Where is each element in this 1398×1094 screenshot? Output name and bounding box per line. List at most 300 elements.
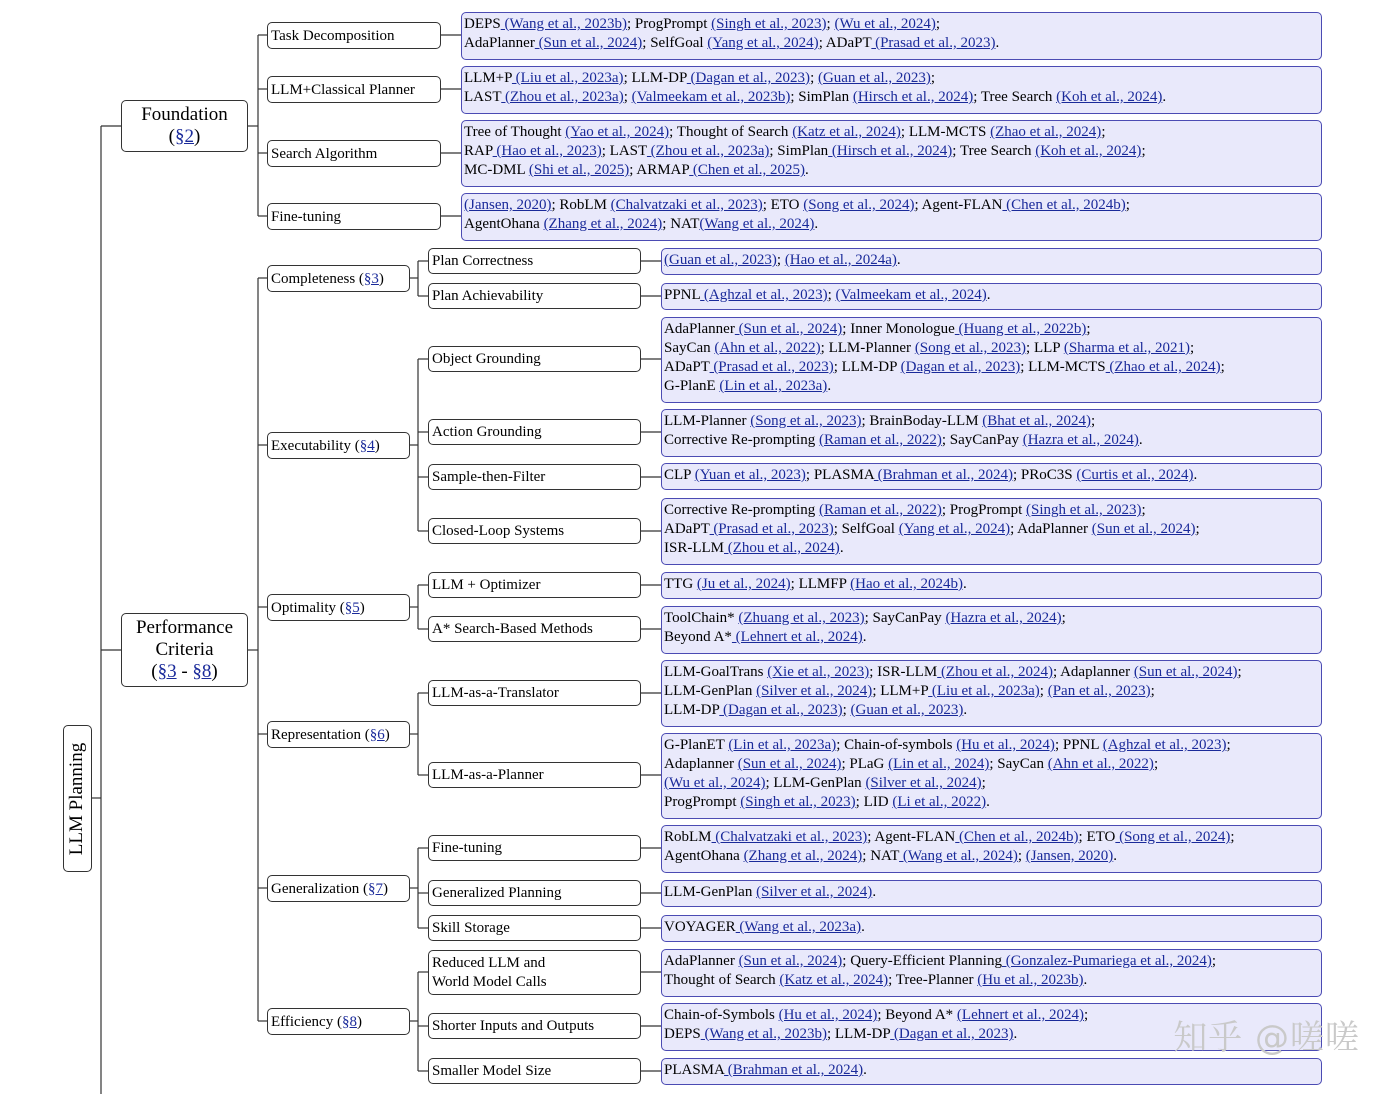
leaf-skill-storage: [661, 915, 1322, 942]
citation-link[interactable]: (Valmeekam et al., 2024): [835, 287, 987, 303]
citation-link[interactable]: (Yang et al., 2024): [707, 35, 819, 51]
category-close: ): [374, 437, 380, 454]
method-text: ; ProgPrompt: [941, 502, 1027, 518]
leaf-line: [664, 701, 1321, 720]
citation-link[interactable]: (Koh et al., 2024): [1035, 143, 1142, 159]
method-text: VOYAGER: [664, 919, 736, 935]
method-text: ; BrainBoday-LLM: [861, 413, 983, 429]
method-text: ; SelfGoal: [833, 521, 899, 537]
citation-link[interactable]: (Zhang et al., 2024): [743, 848, 863, 864]
citation-link[interactable]: (Dagan et al., 2023): [900, 359, 1021, 375]
method-text: G-PlanE: [664, 378, 720, 394]
method-text: ; Tree-Planner: [888, 972, 978, 988]
citation-link[interactable]: (Hao et al., 2024a): [784, 252, 897, 268]
sub-shorter-io: [428, 1013, 641, 1039]
citation-link[interactable]: (Gonzalez-Pumariega et al., 2024): [1001, 953, 1212, 969]
method-text: ;: [776, 252, 785, 268]
method-text: ;: [842, 702, 851, 718]
category-label: Completeness (: [271, 270, 364, 287]
leaf-line: [664, 682, 1321, 701]
leaf-line: [664, 377, 1321, 396]
method-text: LLM-GoalTrans: [664, 664, 768, 680]
method-text: ; LLM-DP: [826, 1026, 891, 1042]
citation-link[interactable]: (Wang et al., 2024): [899, 848, 1018, 864]
method-text: ISR-LLM: [664, 540, 724, 556]
citation-link[interactable]: (Hazra et al., 2024): [1022, 432, 1139, 448]
leaf-action-grounding: [661, 409, 1322, 457]
citation-link[interactable]: (Singh et al., 2023): [740, 794, 856, 810]
method-text: ; ProgPrompt: [626, 16, 712, 32]
method-text: ; SayCanPay: [864, 610, 946, 626]
category-executability: [267, 432, 410, 459]
citation-link[interactable]: (Sun et al., 2024): [734, 321, 843, 337]
sub-object-grounding: [428, 346, 641, 372]
sub-label: Generalized Planning: [432, 884, 562, 901]
sub-label: Action Grounding: [432, 423, 542, 440]
method-text: ADaPT: [664, 521, 710, 537]
method-text: .: [862, 629, 867, 645]
method-text: ;: [1190, 340, 1195, 356]
method-text: ;: [826, 16, 835, 32]
citation-link[interactable]: (Chalvatzaki et al., 2023): [711, 829, 868, 845]
leaf-generalized-planning: [661, 880, 1322, 907]
method-text: AdaPlanner: [664, 953, 739, 969]
citation-link[interactable]: (Lehnert et al., 2024): [956, 1007, 1084, 1023]
method-text: ; LLP: [1026, 340, 1064, 356]
method-text: AgentOhana: [664, 848, 744, 864]
category-efficiency: [267, 1008, 410, 1035]
method-text: Corrective Re-prompting: [664, 432, 819, 448]
sub-fine-tuning: [428, 835, 641, 861]
method-text: AdaPlanner: [664, 321, 735, 337]
method-text: ; SimPlan: [769, 143, 829, 159]
method-text: ; ETO: [1078, 829, 1116, 845]
method-text: LLM-Planner: [664, 413, 751, 429]
citation-link[interactable]: (Wang et al., 2023b): [700, 1026, 827, 1042]
section-link[interactable]: §8: [341, 1013, 357, 1030]
method-text: ;: [935, 16, 941, 32]
citation-link[interactable]: (Raman et al., 2022): [818, 502, 942, 518]
method-text: .: [1193, 467, 1198, 483]
citation-link[interactable]: (Sun et al., 2024): [534, 35, 643, 51]
citation-link[interactable]: (Chen et al., 2024b): [955, 829, 1079, 845]
performance-title-2: Criteria: [155, 639, 214, 660]
method-text: Corrective Re-prompting: [664, 502, 819, 518]
method-text: ;: [930, 70, 936, 86]
sub-closed-loop-systems: [428, 518, 641, 544]
method-text: ; LID: [855, 794, 893, 810]
method-text: .: [814, 216, 819, 232]
method-text: RAP: [464, 143, 493, 159]
method-text: ; ADaPT: [818, 35, 872, 51]
sub-label: Reduced LLM and: [432, 954, 546, 971]
method-text: ; Chain-of-symbols: [836, 737, 957, 753]
citation-link[interactable]: (Guan et al., 2023): [850, 702, 964, 718]
leaf-line: [464, 161, 1321, 180]
citation-link[interactable]: (Song et al., 2024): [803, 197, 915, 213]
leaf-line: [664, 251, 1321, 270]
section-link[interactable]: §4: [359, 437, 375, 454]
citation-link[interactable]: (Wang et al., 2023b): [500, 16, 627, 32]
method-text: .: [995, 35, 1000, 51]
method-text: .: [863, 1062, 867, 1078]
citation-link[interactable]: (Ju et al., 2024): [696, 576, 791, 592]
method-text: Thought of Search: [664, 972, 780, 988]
citation-link[interactable]: (Zhou et al., 2023a): [646, 143, 770, 159]
method-text: Beyond A*: [664, 629, 732, 645]
citation-link[interactable]: (Bhat et al., 2024): [982, 413, 1092, 429]
foundation-title: Foundation: [141, 104, 228, 125]
citation-link[interactable]: (Jansen, 2020): [464, 197, 552, 213]
method-text: ; LLMFP: [790, 576, 851, 592]
method-text: PPNL: [664, 287, 701, 303]
category-generalization: [267, 875, 410, 902]
leaf-line: [664, 320, 1321, 339]
sub-label: Sample-then-Filter: [432, 468, 546, 485]
section-link[interactable]: §6: [369, 726, 385, 743]
leaf-line: [664, 466, 1321, 485]
method-text: .: [986, 794, 990, 810]
leaf-smaller-model: [661, 1058, 1322, 1085]
category-fine-tuning: [267, 203, 441, 230]
sub-llm-as-translator: [428, 680, 641, 706]
citation-link[interactable]: (Wu et al., 2024): [834, 16, 936, 32]
category-label: Task Decomposition: [271, 27, 395, 44]
method-text: .: [963, 702, 968, 718]
leaf-reduced-llm-calls: [661, 949, 1322, 997]
method-text: LLM-GenPlan: [664, 884, 757, 900]
method-text: ;: [1141, 502, 1146, 518]
citation-link[interactable]: (Shi et al., 2025): [528, 162, 630, 178]
citation-link[interactable]: (Singh et al., 2023): [1026, 502, 1142, 518]
method-text: ; LLM-DP: [833, 359, 901, 375]
citation-link[interactable]: (Li et al., 2022): [892, 794, 987, 810]
citation-link[interactable]: (Huang et al., 2022b): [954, 321, 1087, 337]
sub-action-grounding: [428, 419, 641, 445]
method-text: AdaPlanner: [464, 35, 535, 51]
sub-llm-as-planner: [428, 762, 641, 788]
citation-link[interactable]: (Guan et al., 2023): [664, 252, 777, 268]
root-label: LLM Planning: [66, 742, 88, 855]
citation-link[interactable]: (Prasad et al., 2023): [871, 35, 996, 51]
leaf-line: [664, 793, 1321, 812]
method-text: ; PRoC3S: [1013, 467, 1077, 483]
citation-link[interactable]: (Zhou et al., 2024): [724, 540, 840, 556]
method-text: ;: [1220, 359, 1225, 375]
sub-label-2: World Model Calls: [432, 973, 547, 990]
leaf-line: [664, 774, 1321, 793]
method-text: ;: [1086, 321, 1091, 337]
leaf-gen-fine-tuning: [661, 825, 1322, 873]
method-text: ProgPrompt: [664, 794, 741, 810]
sub-label: Plan Achievability: [432, 287, 544, 304]
citation-link[interactable]: (Curtis et al., 2024): [1076, 467, 1194, 483]
method-text: DEPS: [464, 16, 501, 32]
sub-skill-storage: [428, 915, 641, 941]
leaf-line: [664, 828, 1321, 847]
method-text: Tree of Thought: [464, 124, 566, 140]
citation-link[interactable]: (Lin et al., 2024): [888, 756, 990, 772]
leaf-llm-classical-planner: [461, 66, 1322, 114]
citation-link[interactable]: (Liu et al., 2023a): [511, 70, 624, 86]
leaf-line: [664, 575, 1321, 594]
citation-link[interactable]: (Silver et al., 2024): [865, 775, 982, 791]
leaf-line: [664, 755, 1321, 774]
section-link[interactable]: §5: [344, 599, 360, 616]
section-link[interactable]: §3: [363, 270, 379, 287]
citation-link[interactable]: (Aghzal et al., 2023): [700, 287, 828, 303]
citation-link[interactable]: (Sun et al., 2024): [1091, 521, 1196, 537]
citation-link[interactable]: (Valmeekam et al., 2023b): [631, 89, 791, 105]
node-performance-criteria: [121, 613, 248, 687]
leaf-line: [664, 883, 1321, 902]
sub-label: A* Search-Based Methods: [432, 620, 593, 637]
method-text: ;: [1017, 848, 1026, 864]
method-text: .: [1162, 89, 1167, 105]
leaf-search-algorithm: [461, 120, 1322, 187]
method-text: ;: [1101, 124, 1106, 140]
citation-link[interactable]: (Dagan et al., 2023): [686, 70, 811, 86]
method-text: ; Thought of Search: [669, 124, 793, 140]
leaf-line: [664, 539, 1321, 558]
citation-link[interactable]: (Brahman et al., 2024): [724, 1062, 864, 1078]
method-text: ;: [1237, 664, 1242, 680]
citation-link[interactable]: (Yao et al., 2024): [565, 124, 670, 140]
citation-link[interactable]: (Xie et al., 2023): [767, 664, 870, 680]
method-text: RobLM: [664, 829, 712, 845]
method-text: ; SayCan: [989, 756, 1048, 772]
method-text: ; Tree Search: [973, 89, 1057, 105]
citation-link[interactable]: (Katz et al., 2024): [792, 124, 901, 140]
category-close: ): [356, 1013, 362, 1030]
citation-link[interactable]: (Brahman et al., 2024): [873, 467, 1013, 483]
citation-link[interactable]: (Hao et al., 2024b): [850, 576, 964, 592]
leaf-line: [664, 847, 1321, 866]
method-text: ; Agent-FLAN: [867, 829, 956, 845]
citation-link[interactable]: (Zhao et al., 2024): [990, 124, 1102, 140]
leaf-line: [664, 1061, 1321, 1080]
citation-link[interactable]: (Zhou et al., 2024): [937, 664, 1053, 680]
method-text: ;: [981, 775, 986, 791]
section-link-8[interactable]: §8: [192, 661, 212, 682]
method-text: AgentOhana: [464, 216, 544, 232]
method-text: .: [986, 287, 991, 303]
citation-link[interactable]: (Hu et al., 2024): [778, 1007, 878, 1023]
method-text: ; Inner Monologue: [842, 321, 955, 337]
leaf-llm-as-planner: [661, 733, 1322, 819]
citation-link[interactable]: (Sharma et al., 2021): [1063, 340, 1191, 356]
citation-link[interactable]: (Silver et al., 2024): [756, 884, 873, 900]
category-label: Representation (: [271, 726, 370, 743]
citation-link[interactable]: (Zhao et al., 2024): [1105, 359, 1221, 375]
citation-link[interactable]: (Wang et al., 2024): [699, 216, 815, 232]
citation-link[interactable]: (Zhang et al., 2024): [543, 216, 663, 232]
method-text: ;: [1039, 683, 1048, 699]
citation-link[interactable]: (Prasad et al., 2023): [709, 521, 834, 537]
citation-link[interactable]: (Zhou et al., 2023a): [501, 89, 624, 105]
leaf-line: [464, 123, 1321, 142]
method-text: ;: [1195, 521, 1200, 537]
citation-link[interactable]: (Hazra et al., 2024): [945, 610, 1062, 626]
sub-smaller-model: [428, 1058, 641, 1084]
method-text: .: [827, 378, 832, 394]
category-representation: [267, 721, 410, 748]
sub-label: LLM + Optimizer: [432, 576, 541, 593]
category-close: ): [383, 880, 389, 897]
leaf-line: [664, 286, 1321, 305]
method-text: ; NAT: [862, 848, 900, 864]
method-text: .: [896, 252, 901, 268]
category-close: ): [384, 726, 390, 743]
leaf-closed-loop: [661, 498, 1322, 565]
performance-ref-mid: -: [176, 661, 193, 682]
citation-link[interactable]: (Hirsch et al., 2024): [852, 89, 974, 105]
category-label: Executability (: [271, 437, 360, 454]
leaf-line: [464, 215, 1321, 234]
citation-link[interactable]: (Koh et al., 2024): [1056, 89, 1163, 105]
method-text: ; LLM-DP: [623, 70, 687, 86]
method-text: .: [1013, 1026, 1018, 1042]
citation-link[interactable]: (Dagan et al., 2023): [719, 702, 843, 718]
method-text: ; PLaG: [841, 756, 889, 772]
sub-label: Shorter Inputs and Outputs: [432, 1017, 595, 1034]
leaf-line: [464, 15, 1321, 34]
sub-label: Fine-tuning: [432, 839, 502, 856]
leaf-llm-as-translator: [661, 660, 1322, 727]
method-text: ADaPT: [664, 359, 710, 375]
citation-link[interactable]: (Sun et al., 2024): [737, 756, 842, 772]
sub-plan-correctness: [428, 248, 641, 274]
citation-link[interactable]: (Wang et al., 2023a): [735, 919, 862, 935]
citation-link[interactable]: (Hao et al., 2023): [492, 143, 602, 159]
method-text: ;: [1125, 197, 1130, 213]
citation-link[interactable]: (Jansen, 2020): [1025, 848, 1114, 864]
citation-link[interactable]: (Lin et al., 2023a): [719, 378, 828, 394]
sub-label: LLM-as-a-Planner: [432, 766, 544, 783]
sub-plan-achievability: [428, 283, 641, 309]
citation-link[interactable]: (Chen et al., 2024b): [1002, 197, 1126, 213]
sub-label: LLM-as-a-Translator: [432, 684, 559, 701]
foundation-ref-open: (: [168, 126, 175, 147]
leaf-fine-tuning: [461, 193, 1322, 241]
category-label: Generalization (: [271, 880, 369, 897]
citation-link[interactable]: (Dagan et al., 2023): [890, 1026, 1014, 1042]
citation-link[interactable]: (Lin et al., 2023a): [728, 737, 837, 753]
method-text: ; ARMAP: [629, 162, 690, 178]
leaf-plan-correctness: [661, 248, 1322, 275]
method-text: PLASMA: [664, 1062, 725, 1078]
category-task-decomposition: [267, 22, 441, 49]
citation-link[interactable]: (Liu et al., 2023a): [928, 683, 1040, 699]
leaf-line: [664, 431, 1321, 450]
section-link[interactable]: §7: [368, 880, 384, 897]
leaf-line: [664, 412, 1321, 431]
citation-link[interactable]: (Guan et al., 2023): [817, 70, 931, 86]
method-text: LAST: [464, 89, 502, 105]
method-text: SayCan: [664, 340, 715, 356]
leaf-line: [664, 952, 1321, 971]
citation-link[interactable]: (Chen et al., 2025): [689, 162, 805, 178]
citation-link[interactable]: (Ahn et al., 2022): [714, 340, 821, 356]
method-text: ;: [827, 287, 836, 303]
leaf-task-decomposition: [461, 12, 1322, 60]
citation-link[interactable]: (Zhuang et al., 2023): [738, 610, 865, 626]
method-text: ;: [1091, 413, 1096, 429]
citation-link[interactable]: (Prasad et al., 2023): [709, 359, 834, 375]
citation-link[interactable]: (Katz et al., 2024): [779, 972, 889, 988]
method-text: ;: [1150, 683, 1155, 699]
method-text: ; LLM-MCTS: [900, 124, 991, 140]
citation-link[interactable]: (Lehnert et al., 2024): [731, 629, 863, 645]
sub-astar-search: [428, 616, 641, 642]
citation-link[interactable]: (Raman et al., 2022): [818, 432, 942, 448]
root-node: [63, 725, 92, 872]
section-link-2[interactable]: §2: [175, 126, 194, 147]
citation-link[interactable]: (Wu et al., 2024): [664, 775, 766, 791]
sub-reduced-llm-calls: [428, 950, 641, 995]
leaf-line: [664, 339, 1321, 358]
citation-link[interactable]: (Hu et al., 2023b): [977, 972, 1084, 988]
method-text: .: [861, 919, 865, 935]
method-text: .: [839, 540, 844, 556]
leaf-line: [464, 88, 1321, 107]
performance-title: Performance: [135, 617, 234, 638]
section-link-3[interactable]: §3: [157, 661, 177, 682]
citation-link[interactable]: (Singh et al., 2023): [711, 16, 827, 32]
method-text: .: [963, 576, 967, 592]
method-text: ;: [1141, 143, 1146, 159]
citation-link[interactable]: (Sun et al., 2024): [738, 953, 843, 969]
citation-link[interactable]: (Sun et al., 2024): [1133, 664, 1238, 680]
method-text: ;: [1061, 610, 1066, 626]
method-text: ; AdaPlanner: [1010, 521, 1092, 537]
category-label: Fine-tuning: [271, 208, 341, 225]
citation-link[interactable]: (Silver et al., 2024): [756, 683, 873, 699]
citation-link[interactable]: (Yang et al., 2024): [898, 521, 1011, 537]
method-text: ; Tree Search: [952, 143, 1036, 159]
citation-link[interactable]: (Song et al., 2023): [914, 340, 1027, 356]
citation-link[interactable]: (Ahn et al., 2022): [1047, 756, 1154, 772]
category-label: Optimality (: [271, 599, 345, 616]
sub-label: Plan Correctness: [432, 252, 534, 269]
method-text: ; Query-Efficient Planning: [842, 953, 1002, 969]
method-text: TTG: [664, 576, 697, 592]
citation-link[interactable]: (Hu et al., 2024): [956, 737, 1055, 753]
method-text: .: [1113, 848, 1118, 864]
method-text: ; SelfGoal: [642, 35, 708, 51]
category-close: ): [359, 599, 365, 616]
category-completeness: [267, 265, 410, 292]
leaf-llm-optimizer: [661, 572, 1322, 599]
citation-link[interactable]: (Aghzal et al., 2023): [1102, 737, 1227, 753]
category-close: ): [378, 270, 384, 287]
leaf-astar-search: [661, 606, 1322, 654]
citation-link[interactable]: (Pan et al., 2023): [1047, 683, 1151, 699]
citation-link[interactable]: (Song et al., 2023): [750, 413, 862, 429]
leaf-line: [464, 196, 1321, 215]
citation-link[interactable]: (Hirsch et al., 2024): [828, 143, 953, 159]
leaf-object-grounding: [661, 317, 1322, 403]
citation-link[interactable]: (Song et al., 2024): [1115, 829, 1231, 845]
method-text: ;: [623, 89, 632, 105]
leaf-line: [464, 142, 1321, 161]
citation-link[interactable]: (Yuan et al., 2023): [694, 467, 806, 483]
citation-link[interactable]: (Chalvatzaki et al., 2023): [610, 197, 763, 213]
leaf-line: [664, 628, 1321, 647]
watermark-text: 知乎 @嗟嗟: [1173, 1018, 1360, 1058]
sub-generalized-planning: [428, 880, 641, 906]
performance-ref-open: (: [151, 661, 158, 682]
